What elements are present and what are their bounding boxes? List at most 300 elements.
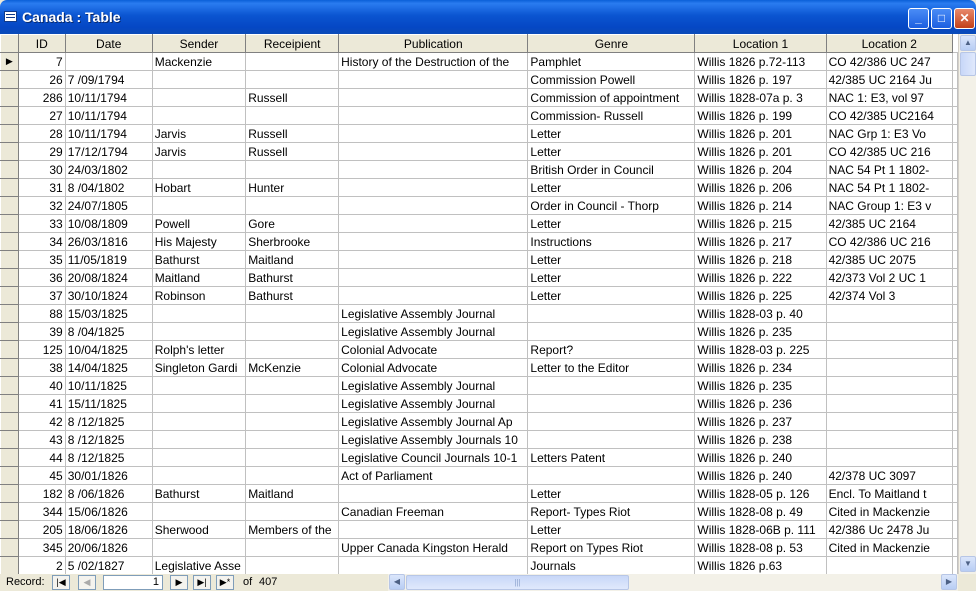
column-header-genre[interactable]: Genre (528, 35, 695, 53)
cell-id[interactable]: 41 (18, 395, 65, 413)
cell-genre[interactable]: British Order in Council (528, 161, 695, 179)
cell-location-2[interactable] (826, 431, 952, 449)
cell-location-1[interactable]: Willis 1828-08 p. 49 (695, 503, 826, 521)
cell-receipient[interactable] (246, 431, 339, 449)
cell-receipient[interactable] (246, 539, 339, 557)
cell-sender[interactable] (152, 467, 245, 485)
cell-id[interactable]: 36 (18, 269, 65, 287)
cell-publication[interactable]: Legislative Assembly Journal (339, 377, 528, 395)
cell-sender[interactable] (152, 413, 245, 431)
cell-id[interactable]: 33 (18, 215, 65, 233)
cell-id[interactable]: 344 (18, 503, 65, 521)
cell-sender[interactable] (152, 89, 245, 107)
table-row[interactable] (1, 251, 958, 269)
cell-sender[interactable]: Sherwood (152, 521, 245, 539)
cell-id[interactable]: 7 (18, 53, 65, 71)
column-header-sender[interactable]: Sender (152, 35, 245, 53)
cell-publication[interactable] (339, 107, 528, 125)
row-selector[interactable] (1, 377, 19, 395)
table-row[interactable] (1, 395, 958, 413)
cell-genre[interactable]: Commission Powell (528, 71, 695, 89)
cell-publication[interactable] (339, 485, 528, 503)
table-row[interactable] (1, 467, 958, 485)
cell-receipient[interactable]: Gore (246, 215, 339, 233)
cell-date[interactable]: 15/03/1825 (65, 305, 152, 323)
cell-location-2[interactable] (826, 413, 952, 431)
table-row[interactable] (1, 413, 958, 431)
cell-genre[interactable]: Letter (528, 269, 695, 287)
cell-genre[interactable]: Letter to the Editor (528, 359, 695, 377)
table-row[interactable] (1, 71, 958, 89)
table-row[interactable] (1, 143, 958, 161)
cell-genre[interactable]: Journals (528, 557, 695, 575)
cell-genre[interactable] (528, 377, 695, 395)
cell-receipient[interactable]: Hunter (246, 179, 339, 197)
cell-genre[interactable] (528, 413, 695, 431)
cell-sender[interactable] (152, 377, 245, 395)
new-record-button[interactable] (216, 575, 234, 590)
cell-location-1[interactable]: Willis 1826 p. 215 (695, 215, 826, 233)
cell-genre[interactable]: Order in Council - Thorp (528, 197, 695, 215)
table-row[interactable] (1, 539, 958, 557)
cell-publication[interactable] (339, 125, 528, 143)
cell-location-1[interactable]: Willis 1826 p. 201 (695, 125, 826, 143)
table-row[interactable] (1, 107, 958, 125)
cell-genre[interactable] (528, 323, 695, 341)
cell-location-1[interactable]: Willis 1826 p. 201 (695, 143, 826, 161)
cell-location-2[interactable]: 42/385 UC 2164 (826, 215, 952, 233)
row-selector[interactable] (1, 395, 19, 413)
row-selector[interactable] (1, 557, 19, 575)
cell-receipient[interactable] (246, 323, 339, 341)
cell-sender[interactable]: Jarvis (152, 143, 245, 161)
cell-location-2[interactable] (826, 395, 952, 413)
cell-id[interactable]: 39 (18, 323, 65, 341)
cell-sender[interactable] (152, 107, 245, 125)
column-header-date[interactable]: Date (65, 35, 152, 53)
table-row[interactable] (1, 431, 958, 449)
cell-id[interactable]: 45 (18, 467, 65, 485)
cell-location-1[interactable]: Willis 1828-03 p. 225 (695, 341, 826, 359)
cell-receipient[interactable] (246, 377, 339, 395)
cell-location-1[interactable]: Willis 1826 p. 235 (695, 377, 826, 395)
cell-id[interactable]: 28 (18, 125, 65, 143)
cell-sender[interactable]: Mackenzie (152, 53, 245, 71)
cell-location-2[interactable] (826, 377, 952, 395)
cell-publication[interactable]: Colonial Advocate (339, 359, 528, 377)
title-bar[interactable] (0, 0, 976, 34)
cell-id[interactable]: 37 (18, 287, 65, 305)
cell-receipient[interactable]: Russell (246, 143, 339, 161)
cell-date[interactable]: 10/11/1825 (65, 377, 152, 395)
cell-location-2[interactable]: NAC 54 Pt 1 1802- (826, 161, 952, 179)
cell-publication[interactable] (339, 269, 528, 287)
cell-genre[interactable]: Commission of appointment (528, 89, 695, 107)
column-header-location-1[interactable]: Location 1 (695, 35, 826, 53)
cell-receipient[interactable]: Maitland (246, 251, 339, 269)
scroll-up-button[interactable] (960, 35, 976, 51)
previous-record-button[interactable] (78, 575, 96, 590)
cell-date[interactable]: 15/11/1825 (65, 395, 152, 413)
scroll-left-button[interactable] (389, 574, 405, 590)
cell-location-2[interactable] (826, 341, 952, 359)
cell-publication[interactable] (339, 233, 528, 251)
table-row[interactable] (1, 305, 958, 323)
cell-location-1[interactable]: Willis 1828-07a p. 3 (695, 89, 826, 107)
cell-id[interactable]: 182 (18, 485, 65, 503)
cell-publication[interactable]: Legislative Assembly Journal (339, 395, 528, 413)
horizontal-scroll-thumb[interactable]: ||| (406, 575, 629, 590)
cell-genre[interactable]: Report? (528, 341, 695, 359)
cell-publication[interactable] (339, 89, 528, 107)
table-row[interactable] (1, 125, 958, 143)
cell-location-2[interactable]: 42/374 Vol 3 (826, 287, 952, 305)
row-selector[interactable] (1, 287, 19, 305)
cell-location-2[interactable] (826, 557, 952, 575)
cell-receipient[interactable]: Sherbrooke (246, 233, 339, 251)
cell-id[interactable]: 35 (18, 251, 65, 269)
table-row[interactable] (1, 323, 958, 341)
cell-publication[interactable] (339, 197, 528, 215)
cell-location-2[interactable]: 42/378 UC 3097 (826, 467, 952, 485)
cell-publication[interactable] (339, 161, 528, 179)
row-selector[interactable] (1, 233, 19, 251)
cell-location-1[interactable]: Willis 1828-08 p. 53 (695, 539, 826, 557)
table-row[interactable] (1, 269, 958, 287)
cell-location-2[interactable]: NAC 54 Pt 1 1802- (826, 179, 952, 197)
row-selector[interactable] (1, 251, 19, 269)
cell-genre[interactable]: Letter (528, 287, 695, 305)
row-selector[interactable] (1, 143, 19, 161)
cell-sender[interactable]: Jarvis (152, 125, 245, 143)
table-row[interactable] (1, 197, 958, 215)
cell-receipient[interactable] (246, 341, 339, 359)
cell-location-1[interactable]: Willis 1826 p. 235 (695, 323, 826, 341)
cell-publication[interactable] (339, 71, 528, 89)
cell-location-1[interactable]: Willis 1826 p. 236 (695, 395, 826, 413)
row-selector[interactable] (1, 467, 19, 485)
cell-location-2[interactable]: Cited in Mackenzie (826, 503, 952, 521)
cell-publication[interactable] (339, 521, 528, 539)
cell-publication[interactable] (339, 251, 528, 269)
cell-genre[interactable] (528, 467, 695, 485)
cell-id[interactable]: 88 (18, 305, 65, 323)
cell-sender[interactable] (152, 161, 245, 179)
table-row[interactable] (1, 359, 958, 377)
cell-receipient[interactable]: Maitland (246, 485, 339, 503)
cell-receipient[interactable] (246, 557, 339, 575)
row-selector[interactable] (1, 71, 19, 89)
cell-genre[interactable]: Pamphlet (528, 53, 695, 71)
cell-publication[interactable]: Legislative Assembly Journal (339, 305, 528, 323)
row-selector[interactable] (1, 179, 19, 197)
cell-sender[interactable]: Singleton Gardi (152, 359, 245, 377)
close-button[interactable] (954, 8, 975, 29)
cell-sender[interactable] (152, 449, 245, 467)
cell-location-2[interactable] (826, 305, 952, 323)
cell-receipient[interactable] (246, 467, 339, 485)
maximize-button[interactable] (931, 8, 952, 29)
cell-id[interactable]: 44 (18, 449, 65, 467)
cell-date[interactable] (65, 53, 152, 71)
row-selector[interactable] (1, 431, 19, 449)
cell-location-2[interactable]: Encl. To Maitland t (826, 485, 952, 503)
cell-date[interactable]: 8 /04/1825 (65, 323, 152, 341)
cell-date[interactable]: 30/01/1826 (65, 467, 152, 485)
row-selector[interactable] (1, 485, 19, 503)
column-header-receipient[interactable]: Receipient (246, 35, 339, 53)
cell-location-2[interactable]: CO 42/385 UC2164 (826, 107, 952, 125)
cell-id[interactable]: 31 (18, 179, 65, 197)
cell-id[interactable]: 125 (18, 341, 65, 359)
cell-location-1[interactable]: Willis 1826 p. 218 (695, 251, 826, 269)
cell-sender[interactable]: Bathurst (152, 251, 245, 269)
last-record-button[interactable] (193, 575, 211, 590)
cell-genre[interactable]: Letter (528, 125, 695, 143)
cell-receipient[interactable] (246, 161, 339, 179)
cell-genre[interactable]: Letter (528, 179, 695, 197)
cell-publication[interactable]: Upper Canada Kingston Herald (339, 539, 528, 557)
cell-location-1[interactable]: Willis 1826 p. 225 (695, 287, 826, 305)
cell-genre[interactable]: Commission- Russell (528, 107, 695, 125)
cell-date[interactable]: 10/04/1825 (65, 341, 152, 359)
cell-location-2[interactable]: 42/385 UC 2164 Ju (826, 71, 952, 89)
cell-sender[interactable]: His Majesty (152, 233, 245, 251)
row-selector[interactable] (1, 53, 19, 71)
cell-sender[interactable]: Legislative Asse (152, 557, 245, 575)
cell-date[interactable]: 20/08/1824 (65, 269, 152, 287)
table-row[interactable] (1, 485, 958, 503)
cell-receipient[interactable] (246, 71, 339, 89)
table-row[interactable] (1, 161, 958, 179)
cell-location-1[interactable]: Willis 1826 p. 204 (695, 161, 826, 179)
cell-publication[interactable]: Legislative Assembly Journal (339, 323, 528, 341)
cell-sender[interactable]: Bathurst (152, 485, 245, 503)
cell-genre[interactable]: Letter (528, 521, 695, 539)
cell-publication[interactable]: Colonial Advocate (339, 341, 528, 359)
cell-date[interactable]: 8 /12/1825 (65, 449, 152, 467)
cell-location-1[interactable]: Willis 1826 p. 199 (695, 107, 826, 125)
cell-publication[interactable] (339, 215, 528, 233)
cell-location-1[interactable]: Willis 1826 p. 206 (695, 179, 826, 197)
row-selector[interactable] (1, 539, 19, 557)
row-selector[interactable] (1, 197, 19, 215)
row-selector[interactable] (1, 521, 19, 539)
column-header-location-2[interactable]: Location 2 (826, 35, 952, 53)
cell-sender[interactable]: Hobart (152, 179, 245, 197)
cell-id[interactable]: 2 (18, 557, 65, 575)
cell-receipient[interactable] (246, 413, 339, 431)
cell-location-1[interactable]: Willis 1826 p.72-113 (695, 53, 826, 71)
cell-date[interactable]: 17/12/1794 (65, 143, 152, 161)
cell-date[interactable]: 11/05/1819 (65, 251, 152, 269)
cell-location-1[interactable]: Willis 1826 p. 240 (695, 449, 826, 467)
cell-receipient[interactable] (246, 503, 339, 521)
cell-location-1[interactable]: Willis 1826 p. 217 (695, 233, 826, 251)
cell-location-2[interactable]: 42/385 UC 2075 (826, 251, 952, 269)
cell-location-2[interactable]: NAC Grp 1: E3 Vo (826, 125, 952, 143)
cell-publication[interactable] (339, 179, 528, 197)
row-selector[interactable] (1, 503, 19, 521)
vertical-scroll-thumb[interactable] (960, 52, 976, 76)
cell-id[interactable]: 205 (18, 521, 65, 539)
cell-genre[interactable] (528, 395, 695, 413)
cell-location-1[interactable]: Willis 1826 p. 234 (695, 359, 826, 377)
row-selector[interactable] (1, 341, 19, 359)
cell-genre[interactable]: Letter (528, 143, 695, 161)
row-selector[interactable] (1, 269, 19, 287)
cell-sender[interactable] (152, 197, 245, 215)
cell-date[interactable]: 10/08/1809 (65, 215, 152, 233)
cell-receipient[interactable]: Bathurst (246, 287, 339, 305)
cell-publication[interactable] (339, 287, 528, 305)
cell-date[interactable]: 10/11/1794 (65, 125, 152, 143)
cell-publication[interactable]: Canadian Freeman (339, 503, 528, 521)
cell-sender[interactable]: Maitland (152, 269, 245, 287)
minimize-button[interactable] (908, 8, 929, 29)
cell-location-2[interactable] (826, 449, 952, 467)
cell-genre[interactable]: Letter (528, 251, 695, 269)
cell-sender[interactable]: Powell (152, 215, 245, 233)
cell-location-2[interactable] (826, 359, 952, 377)
cell-genre[interactable]: Letters Patent (528, 449, 695, 467)
cell-location-2[interactable]: 42/386 Uc 2478 Ju (826, 521, 952, 539)
cell-receipient[interactable] (246, 305, 339, 323)
cell-location-1[interactable]: Willis 1826 p. 240 (695, 467, 826, 485)
cell-sender[interactable] (152, 305, 245, 323)
row-selector[interactable] (1, 413, 19, 431)
cell-location-2[interactable]: NAC 1: E3, vol 97 (826, 89, 952, 107)
cell-sender[interactable] (152, 539, 245, 557)
cell-genre[interactable]: Report on Types Riot (528, 539, 695, 557)
cell-publication[interactable]: Legislative Assembly Journals 10 (339, 431, 528, 449)
cell-id[interactable]: 286 (18, 89, 65, 107)
cell-date[interactable]: 7 /09/1794 (65, 71, 152, 89)
cell-date[interactable]: 8 /12/1825 (65, 413, 152, 431)
cell-publication[interactable]: Legislative Council Journals 10-1 (339, 449, 528, 467)
table-row[interactable] (1, 233, 958, 251)
row-selector[interactable] (1, 323, 19, 341)
row-selector[interactable] (1, 449, 19, 467)
cell-date[interactable]: 18/06/1826 (65, 521, 152, 539)
cell-date[interactable]: 30/10/1824 (65, 287, 152, 305)
cell-id[interactable]: 26 (18, 71, 65, 89)
cell-date[interactable]: 8 /06/1826 (65, 485, 152, 503)
table-row[interactable] (1, 377, 958, 395)
row-selector[interactable] (1, 305, 19, 323)
cell-receipient[interactable] (246, 107, 339, 125)
table-row[interactable] (1, 449, 958, 467)
row-selector[interactable] (1, 107, 19, 125)
cell-date[interactable]: 26/03/1816 (65, 233, 152, 251)
cell-location-1[interactable]: Willis 1826 p. 197 (695, 71, 826, 89)
cell-date[interactable]: 20/06/1826 (65, 539, 152, 557)
cell-sender[interactable] (152, 431, 245, 449)
cell-location-1[interactable]: Willis 1828-05 p. 126 (695, 485, 826, 503)
cell-location-1[interactable]: Willis 1826 p. 214 (695, 197, 826, 215)
cell-receipient[interactable]: Bathurst (246, 269, 339, 287)
table-app-icon[interactable] (4, 11, 17, 22)
table-row[interactable] (1, 215, 958, 233)
column-header-id[interactable]: ID (18, 35, 65, 53)
cell-date[interactable]: 10/11/1794 (65, 89, 152, 107)
cell-publication[interactable]: History of the Destruction of the (339, 53, 528, 71)
cell-receipient[interactable]: Russell (246, 89, 339, 107)
cell-publication[interactable] (339, 557, 528, 575)
cell-genre[interactable] (528, 431, 695, 449)
cell-id[interactable]: 38 (18, 359, 65, 377)
first-record-button[interactable] (52, 575, 70, 590)
cell-genre[interactable]: Letter (528, 215, 695, 233)
cell-id[interactable]: 30 (18, 161, 65, 179)
cell-location-2[interactable]: NAC Group 1: E3 v (826, 197, 952, 215)
cell-id[interactable]: 345 (18, 539, 65, 557)
cell-date[interactable]: 5 /02/1827 (65, 557, 152, 575)
cell-date[interactable]: 10/11/1794 (65, 107, 152, 125)
cell-id[interactable]: 32 (18, 197, 65, 215)
table-row[interactable] (1, 557, 958, 575)
table-row[interactable] (1, 89, 958, 107)
scroll-down-button[interactable] (960, 556, 976, 572)
cell-location-2[interactable]: CO 42/386 UC 247 (826, 53, 952, 71)
cell-receipient[interactable]: Members of the (246, 521, 339, 539)
cell-genre[interactable] (528, 305, 695, 323)
next-record-button[interactable] (170, 575, 188, 590)
cell-id[interactable]: 43 (18, 431, 65, 449)
scroll-right-button[interactable] (941, 574, 957, 590)
current-record-field[interactable]: 1 (103, 575, 163, 590)
cell-date[interactable]: 15/06/1826 (65, 503, 152, 521)
row-selector[interactable] (1, 89, 19, 107)
cell-receipient[interactable] (246, 53, 339, 71)
cell-genre[interactable]: Report- Types Riot (528, 503, 695, 521)
row-selector[interactable] (1, 161, 19, 179)
cell-date[interactable]: 14/04/1825 (65, 359, 152, 377)
table-row[interactable] (1, 503, 958, 521)
cell-location-2[interactable]: 42/373 Vol 2 UC 1 (826, 269, 952, 287)
cell-sender[interactable] (152, 71, 245, 89)
cell-sender[interactable] (152, 395, 245, 413)
cell-id[interactable]: 34 (18, 233, 65, 251)
cell-receipient[interactable]: McKenzie (246, 359, 339, 377)
cell-location-2[interactable]: CO 42/385 UC 216 (826, 143, 952, 161)
cell-sender[interactable]: Rolph's letter (152, 341, 245, 359)
table-row[interactable] (1, 53, 958, 71)
cell-date[interactable]: 24/07/1805 (65, 197, 152, 215)
cell-location-2[interactable] (826, 323, 952, 341)
table-row[interactable] (1, 287, 958, 305)
cell-publication[interactable]: Legislative Assembly Journal Ap (339, 413, 528, 431)
table-row[interactable] (1, 179, 958, 197)
table-row[interactable] (1, 521, 958, 539)
cell-location-1[interactable]: Willis 1828-06B p. 111 (695, 521, 826, 539)
cell-publication[interactable]: Act of Parliament (339, 467, 528, 485)
cell-id[interactable]: 42 (18, 413, 65, 431)
cell-id[interactable]: 29 (18, 143, 65, 161)
row-selector[interactable] (1, 359, 19, 377)
vertical-scrollbar[interactable] (958, 34, 976, 574)
cell-genre[interactable]: Letter (528, 485, 695, 503)
cell-sender[interactable] (152, 503, 245, 521)
cell-date[interactable]: 8 /12/1825 (65, 431, 152, 449)
cell-location-1[interactable]: Willis 1826 p. 222 (695, 269, 826, 287)
cell-sender[interactable] (152, 323, 245, 341)
cell-id[interactable]: 40 (18, 377, 65, 395)
column-header-publication[interactable]: Publication (339, 35, 528, 53)
cell-location-1[interactable]: Willis 1826 p.63 (695, 557, 826, 575)
cell-date[interactable]: 8 /04/1802 (65, 179, 152, 197)
cell-location-2[interactable]: CO 42/386 UC 216 (826, 233, 952, 251)
